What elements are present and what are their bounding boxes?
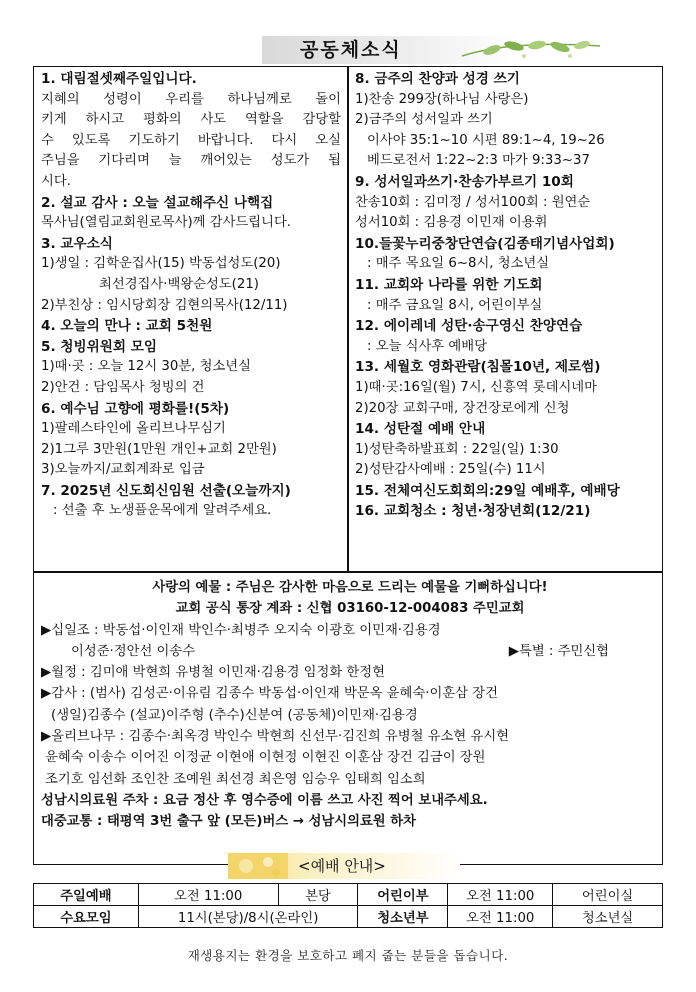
tithe-line-2 (41, 641, 659, 662)
tithe-line-1: ▶십일조 : 박동섭·이인재 박인수·최병주 오지숙 이광호 이민재·김용경 (41, 622, 441, 638)
section-heading: 12. 에이레네 성탄·송구영신 찬양연습 (355, 318, 583, 335)
worship-banner (228, 853, 460, 879)
news-line: 수 있도록 기도하기 바랍니다. 다시 오실 (41, 132, 341, 148)
news-line: 찬송10회 : 김미정 / 성서100회 : 원연순 (355, 194, 591, 210)
news-line: 2)20장 교회구매, 장건장로에게 신청 (355, 400, 570, 416)
table-row (34, 906, 663, 928)
news-line: 2)부친상 : 임시당회장 김현의목사(12/11) (41, 297, 288, 313)
table-cell: 주일예배 (34, 884, 139, 906)
section-heading: 9. 성서일과쓰기·찬송가부르기 10회 (355, 173, 574, 190)
table-cell: 11시(본당)/8시(온라인) (138, 906, 358, 928)
page-title: 공동체소식 (300, 39, 402, 61)
section-heading: 8. 금주의 찬양과 성경 쓰기 (355, 71, 520, 87)
news-line: 2)성탄감사예배 : 25일(수) 11시 (355, 462, 546, 478)
news-line: : 매주 금요일 8시, 어린이부실 (367, 297, 543, 313)
table-row (34, 884, 663, 906)
section-heading: 4. 오늘의 만나 : 교회 5천원 (41, 318, 213, 335)
transit-info: 대중교통 : 태평역 3번 출구 앞 (모든)버스 → 성남시의료원 하차 (41, 814, 416, 830)
news-line: 1)때·곳 : 오늘 12시 30분, 청소년실 (41, 359, 252, 375)
news-line: 1)생일 : 김학운집사(15) 박동섭성도(20) (41, 256, 281, 272)
section-heading: 15. 전체여신도회회의:29일 예배후, 예배당 (355, 482, 620, 499)
offering-title: 사랑의 예물 : 주님은 감사한 마음으로 드리는 예물을 기뻐하십니다! (152, 580, 548, 595)
news-line: 주님을 기다리며 늘 깨어있는 성도가 됩 (41, 153, 341, 169)
section-heading: 10.들꽃누리중창단연습(김종태기념사업회) (355, 235, 615, 252)
section-heading: 13. 세월호 영화관람(침몰10년, 제로썸) (355, 359, 601, 376)
section-heading: 3. 교우소식 (41, 235, 113, 252)
news-line: 지혜의 성령이 우리를 하나님께로 돌이 (41, 91, 341, 107)
worship-title: <예배 안내> (298, 857, 386, 875)
section-heading: 7. 2025년 신도회신임원 선출(오늘까지) (41, 482, 291, 499)
table-cell: 어린이부 (358, 884, 448, 906)
left-column (41, 69, 341, 522)
news-line: 키게 하시고 평화의 사도 역할을 감당할 (41, 112, 341, 128)
table-cell: 청소년실 (553, 906, 663, 928)
news-line: 1)성탄축하발표회 : 22일(일) 1:30 (355, 441, 559, 457)
table-cell: 어린이실 (553, 884, 663, 906)
table-cell: 오전 11:00 (138, 884, 278, 906)
monthly-line: ▶월정 : 김미애 박현희 유병철 이민재·김용경 임정화 한정현 (41, 665, 385, 681)
section-heading: 11. 교회와 나라를 위한 기도회 (355, 276, 543, 293)
news-line: 2)금주의 성서일과 쓰기 (355, 112, 493, 128)
olive-line-1: ▶올리브나무 : 김종수·최옥경 박인수 박현희 신선무·김진희 유병철 유소현 유시현 (41, 729, 510, 745)
news-line: : 매주 목요일 6~8시, 청소년실 (367, 256, 550, 272)
worship-table (33, 883, 663, 928)
news-line: 성서10회 : 김용경 이민재 이용휘 (355, 215, 548, 231)
special-offering: ▶특별 : 주민신협 (508, 643, 609, 659)
leaf-decoration-icon (452, 36, 602, 64)
table-cell: 수요모임 (34, 906, 139, 928)
section-heading: 14. 성탄절 예배 안내 (355, 421, 486, 438)
news-line: : 오늘 식사후 예배당 (367, 338, 487, 354)
offering-section (41, 577, 659, 833)
news-line: : 선출 후 노생플운목에게 알려주세요. (53, 503, 272, 519)
table-cell: 청소년부 (358, 906, 448, 928)
news-line: 베드로전서 1:22~2:3 마가 9:33~37 (367, 153, 590, 169)
title-banner (262, 36, 602, 64)
right-column (355, 69, 659, 522)
column-divider (347, 66, 349, 571)
section-heading: 6. 예수님 고향에 평화를!(5차) (41, 400, 230, 417)
section-heading: 1. 대림절셋째주일입니다. (41, 71, 197, 87)
flower-decoration-icon (228, 853, 288, 879)
bank-account: 교회 공식 통장 계좌 : 신협 03160-12-004083 주민교회 (175, 601, 525, 617)
section-heading: 5. 청빙위원회 모임 (41, 338, 158, 355)
olive-line-2: 윤혜숙 이송수 이어진 이정균 이현애 이현정 이현진 이훈삼 장건 김금이 장원 (45, 750, 486, 766)
footer-note: 재생용지는 환경을 보호하고 폐지 줍는 분들을 돕습니다. (187, 948, 509, 963)
news-line: 2)1그루 3만원(1만원 개인+교회 2만원) (41, 441, 277, 457)
news-line: 3)오늘까지/교회계좌로 입금 (41, 462, 205, 478)
section-heading: 2. 설교 감사 : 오늘 설교해주신 나핵집 (41, 194, 274, 211)
table-cell: 본당 (278, 884, 358, 906)
table-cell: 오전 11:00 (448, 884, 553, 906)
news-line: 1)팔레스타인에 올리브나무심기 (41, 421, 226, 437)
news-line: 시다. (41, 173, 71, 189)
table-cell: 오전 11:00 (448, 906, 553, 928)
news-line: 1)찬송 299장(하나님 사랑은) (355, 91, 529, 107)
section-heading: 16. 교회청소 : 청년·청장년회(12/21) (355, 503, 591, 520)
thanks-line-2: (생일)김종수 (설교)이주형 (추수)신분여 (공동체)이민재·김용경 (51, 707, 418, 723)
news-line: 최선경집사·백왕순성도(21) (99, 276, 259, 292)
section-divider (33, 571, 663, 573)
parking-info: 성남시의료원 주차 : 요금 정산 후 영수증에 이름 쓰고 사진 찍어 보내주세요. (41, 792, 488, 808)
news-line: 이사야 35:1~10 시편 89:1~4, 19~26 (367, 132, 605, 148)
thanks-line-1: ▶감사 : (범사) 김성곤·이유림 김종수 박동섭·이인재 박문옥 윤혜숙·이훈삼 장건 (41, 686, 498, 702)
olive-line-3: 조기호 임선화 조인찬 조예원 최선경 최은영 임승우 임태희 임소희 (45, 771, 426, 787)
tithe-names: 이성준·정안선 이송수 (71, 643, 196, 659)
news-line: 2)안건 : 담임목사 청빙의 건 (41, 379, 205, 395)
news-line: 1)때·곳:16일(월) 7시, 신흥역 롯데시네마 (355, 379, 597, 395)
news-line: 목사님(열림교회원로목사)께 감사드립니다. (41, 215, 292, 231)
